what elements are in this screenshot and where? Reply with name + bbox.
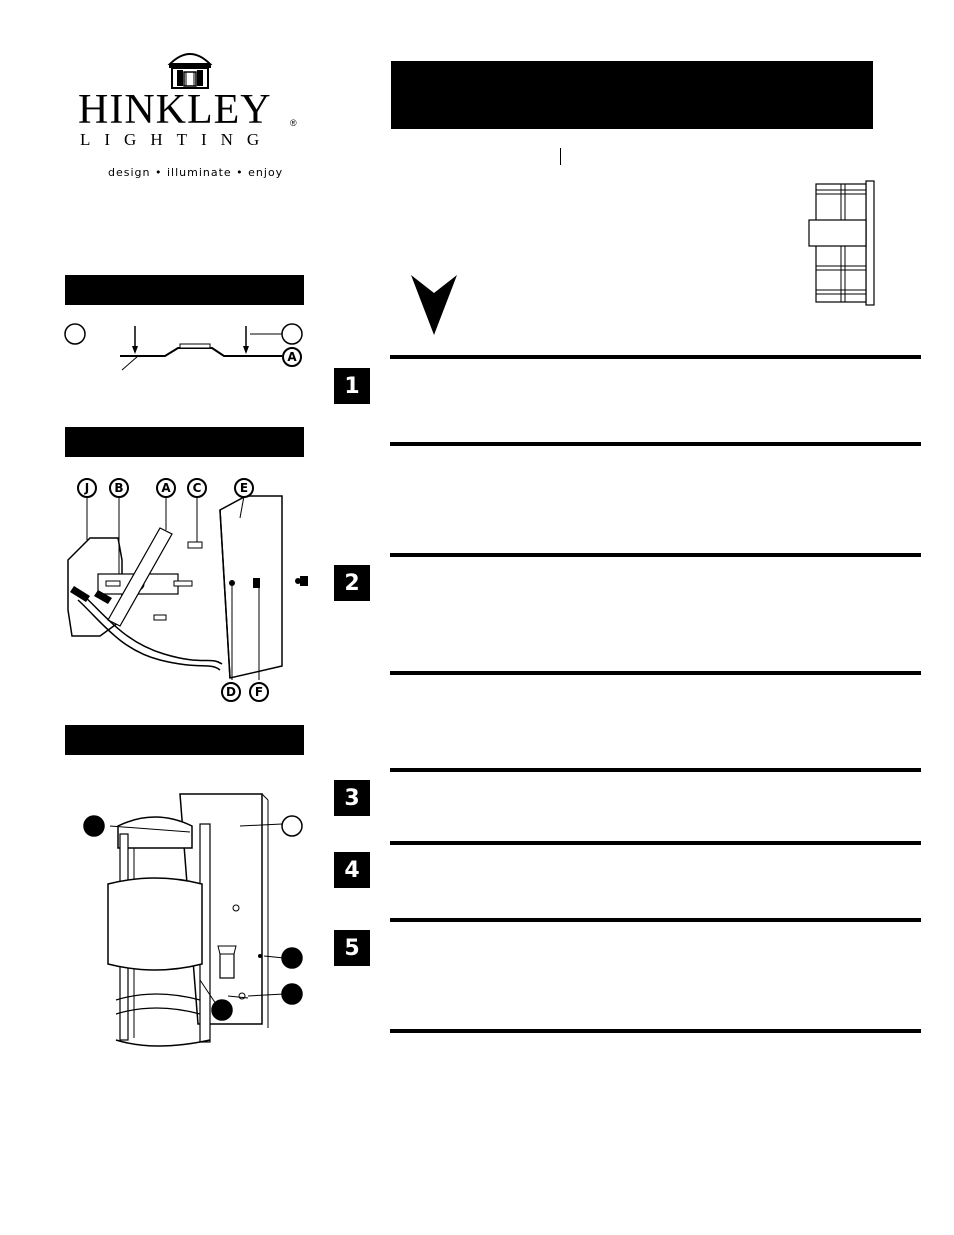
arrow-down-icon <box>411 273 457 335</box>
rule-5 <box>390 768 921 772</box>
step-number-5: 5 <box>334 930 370 966</box>
rule-1 <box>390 355 921 359</box>
step-number-3: 3 <box>334 780 370 816</box>
brand-sub: LIGHTING <box>80 130 274 149</box>
rule-2 <box>390 442 921 446</box>
section-bar-1 <box>65 275 304 305</box>
brand-tagline: design • illuminate • enjoy <box>108 166 284 179</box>
title-bar <box>391 61 873 129</box>
label-f: F <box>249 682 269 702</box>
step-number-1: 1 <box>334 368 370 404</box>
step-number-4: 4 <box>334 852 370 888</box>
brand-name: HINKLEY <box>78 87 272 133</box>
logo-emblem-icon <box>166 44 214 90</box>
diagram-fixture-assembly <box>80 788 310 1058</box>
label-a-2: A <box>156 478 176 498</box>
registered-mark: ® <box>290 118 297 128</box>
fixture-thumbnail <box>808 180 878 306</box>
rule-4 <box>390 671 921 675</box>
diagram-wiring <box>60 470 320 710</box>
section-bar-3 <box>65 725 304 755</box>
label-c: C <box>187 478 207 498</box>
label-e: E <box>234 478 254 498</box>
rule-3 <box>390 553 921 557</box>
label-j: J <box>77 478 97 498</box>
label-b: B <box>109 478 129 498</box>
label-a-1: A <box>282 347 302 367</box>
section-bar-2 <box>65 427 304 457</box>
step-number-2: 2 <box>334 565 370 601</box>
rule-6 <box>390 841 921 845</box>
diagram-mounting-strap <box>60 322 310 382</box>
rule-7 <box>390 918 921 922</box>
label-d: D <box>221 682 241 702</box>
rule-8 <box>390 1029 921 1033</box>
model-divider <box>560 148 561 165</box>
